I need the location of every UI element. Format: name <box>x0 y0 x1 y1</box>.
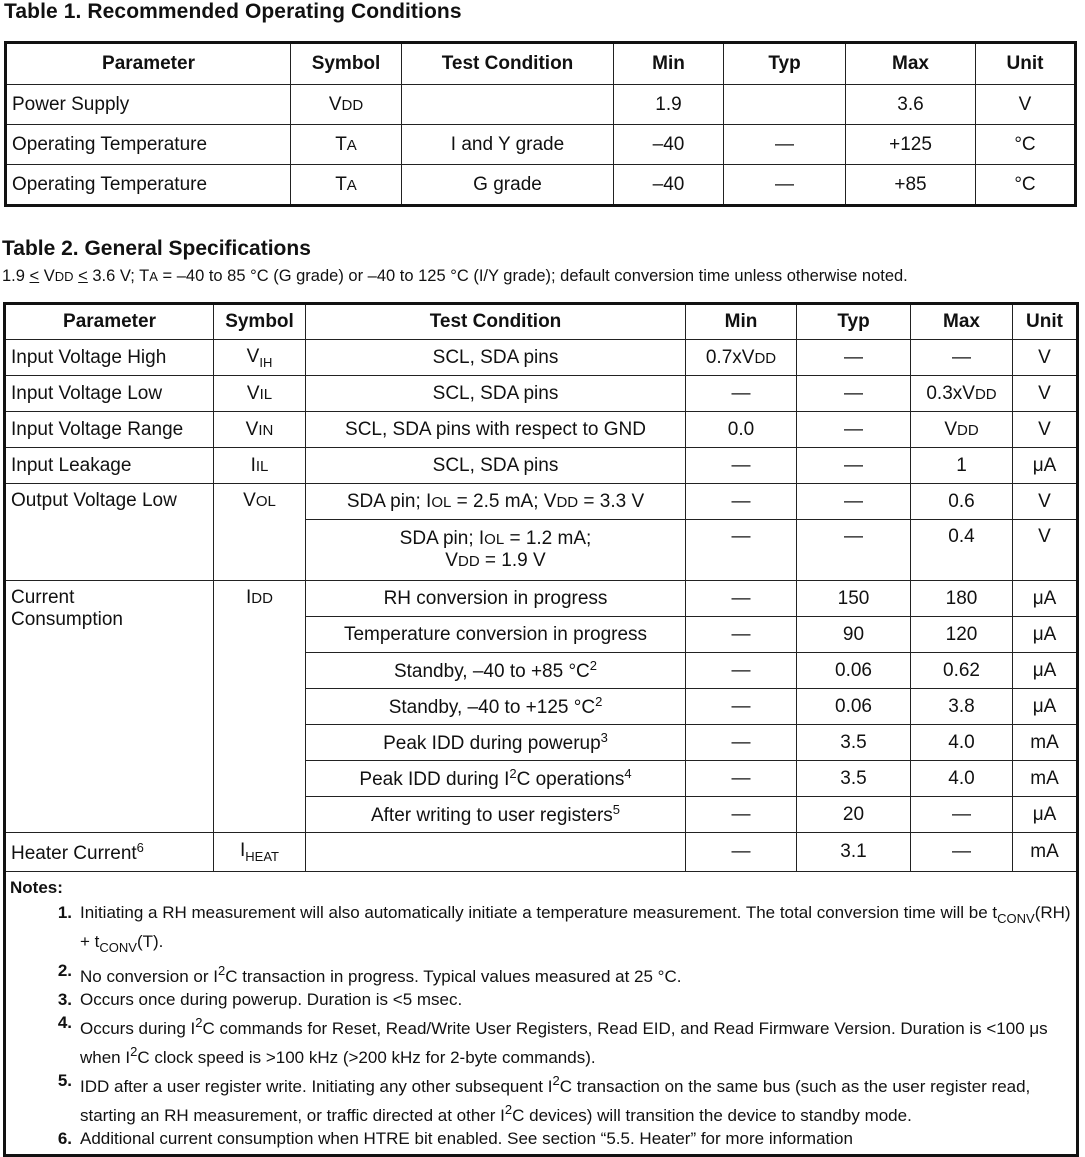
note-3: 3. Occurs once during powerup. Duration is <5 msec. <box>57 990 463 1009</box>
table1-header-row <box>6 43 1076 85</box>
cell-unit: μA <box>1013 448 1078 484</box>
header-max: Max <box>846 43 976 85</box>
cell-parameter: Operating Temperature <box>6 125 291 165</box>
cell-min: — <box>686 833 797 872</box>
cell-min: –40 <box>614 125 724 165</box>
table1-title: Table 1. Recommended Operating Conditions <box>4 0 462 23</box>
cell-parameter: Operating Temperature <box>6 165 291 206</box>
cell-parameter: Power Supply <box>6 85 291 125</box>
cell-max: 4.0 <box>911 761 1013 797</box>
table-row <box>5 833 1078 872</box>
cell-min: — <box>686 653 797 689</box>
cell-test: Standby, –40 to +125 $^\circ C^2$ <box>306 689 686 725</box>
notes <box>5 872 1078 1156</box>
cell-symbol: TA <box>291 165 402 206</box>
cell-typ: — <box>724 125 846 165</box>
table2-header-row <box>5 304 1078 340</box>
cell-max: 0.3xVDD <box>911 376 1013 412</box>
cell-test: RH conversion in progress <box>306 581 686 617</box>
cell-typ: 20 <box>797 797 911 833</box>
cell-unit: μA <box>1013 581 1078 617</box>
cell-typ: — <box>797 448 911 484</box>
cell-min: — <box>686 448 797 484</box>
note-2: 2. No conversion or $I^2C$ transaction in progress. Typical values measured at 25 °C. <box>57 961 682 986</box>
header-symbol: Symbol <box>291 43 402 85</box>
cell-typ: 3.1 <box>797 833 911 872</box>
cell-unit: mA <box>1013 725 1078 761</box>
cell-unit: V <box>1013 484 1078 520</box>
header-test: Test Condition <box>402 43 614 85</box>
cell-max: 0.4 <box>911 520 1013 581</box>
header-unit: Unit <box>976 43 1076 85</box>
cell-max: 180 <box>911 581 1013 617</box>
cell-max: 0.62 <box>911 653 1013 689</box>
cell-max: — <box>911 340 1013 376</box>
cell-min: — <box>686 484 797 520</box>
cell-typ: 0.06 <box>797 689 911 725</box>
cell-typ: — <box>797 376 911 412</box>
table-row <box>6 125 1076 165</box>
cell-test: G grade <box>402 165 614 206</box>
cell-max: 120 <box>911 617 1013 653</box>
cell-test: SDA pin; IOL = 2.5 mA; VDD = 3.3 V <box>306 484 686 520</box>
cell-symbol: $V_{IH}$ <box>214 340 306 376</box>
cell-symbol: VIL <box>214 376 306 412</box>
cell-symbol: $I_{HEAT}$ <box>214 833 306 872</box>
cell-max: +85 <box>846 165 976 206</box>
note-1: 1. Initiating a RH measurement will also automatically initiate a temperature measurement. The total conversion time will be $t_{CONV}(RH) + t_{CONV}(T)$. <box>57 903 1071 955</box>
cell-unit: V <box>1013 520 1078 581</box>
header-parameter: Parameter <box>6 43 291 85</box>
table-row <box>5 484 1078 520</box>
note-5: 5. IDD after a user register write. Initiating any other subsequent $I^2C$ transaction on the same bus (such as the user register read, starting an RH measurement, or traffic directed at other $I^2C$ devices) will transition the device to standby mode. <box>57 1071 1031 1125</box>
cell-min: — <box>686 581 797 617</box>
cell-unit: μA <box>1013 617 1078 653</box>
cell-min: — <box>686 797 797 833</box>
table-row <box>5 448 1078 484</box>
cell-test <box>306 833 686 872</box>
cell-symbol: TA <box>291 125 402 165</box>
header-min: Min <box>686 304 797 340</box>
table-row <box>6 165 1076 206</box>
header-parameter: Parameter <box>5 304 214 340</box>
cell-parameter: Input Leakage <box>5 448 214 484</box>
cell-unit: V <box>1013 376 1078 412</box>
header-symbol: Symbol <box>214 304 306 340</box>
cell-parameter: Input Voltage Range <box>5 412 214 448</box>
cell-test <box>402 85 614 125</box>
cell-unit: μA <box>1013 653 1078 689</box>
cell-typ: — <box>724 165 846 206</box>
cell-test: SDA pin; IOL = 1.2 mA; VDD = 1.9 V <box>306 520 686 581</box>
cell-typ: — <box>797 340 911 376</box>
cell-typ: 3.5 <box>797 725 911 761</box>
cell-min: — <box>686 725 797 761</box>
table-row <box>5 376 1078 412</box>
cell-min: 1.9 <box>614 85 724 125</box>
cell-test: Temperature conversion in progress <box>306 617 686 653</box>
cell-test: Peak IDD during powerup$^3$ <box>306 725 686 761</box>
note-6: 6. Additional current consumption when HTRE bit enabled. See section “5.5. Heater” for more information <box>57 1129 853 1148</box>
cell-symbol: IIL <box>214 448 306 484</box>
cell-unit: μA <box>1013 689 1078 725</box>
cell-max: 3.8 <box>911 689 1013 725</box>
cell-test: SCL, SDA pins <box>306 376 686 412</box>
cell-min: — <box>686 376 797 412</box>
cell-unit: °C <box>976 165 1076 206</box>
cell-max: +125 <box>846 125 976 165</box>
cell-min: — <box>686 761 797 797</box>
table-row <box>6 85 1076 125</box>
cell-typ: 150 <box>797 581 911 617</box>
cell-unit: V <box>976 85 1076 125</box>
table2-subtitle: 1.9 < VDD < 3.6 V; TA = –40 to 85 °C (G grade) or –40 to 125 °C (I/Y grade); default conversion time unless otherwise noted. <box>2 267 908 285</box>
cell-unit: °C <box>976 125 1076 165</box>
cell-max: 3.6 <box>846 85 976 125</box>
table-row <box>5 581 1078 617</box>
cell-symbol: VOL <box>214 484 306 581</box>
cell-typ: 0.06 <box>797 653 911 689</box>
cell-test: SCL, SDA pins with respect to GND <box>306 412 686 448</box>
cell-typ: — <box>797 412 911 448</box>
cell-min: 0.7xVDD <box>686 340 797 376</box>
table-row <box>5 412 1078 448</box>
cell-parameter: Output Voltage Low <box>5 484 214 581</box>
cell-max: VDD <box>911 412 1013 448</box>
cell-typ: 3.5 <box>797 761 911 797</box>
cell-test: SCL, SDA pins <box>306 340 686 376</box>
cell-unit: V <box>1013 412 1078 448</box>
notes-title: Notes: <box>10 878 63 897</box>
cell-parameter: Input Voltage High <box>5 340 214 376</box>
header-unit: Unit <box>1013 304 1078 340</box>
cell-max: 4.0 <box>911 725 1013 761</box>
cell-min: –40 <box>614 165 724 206</box>
cell-typ: — <box>797 520 911 581</box>
cell-max: 0.6 <box>911 484 1013 520</box>
cell-min: — <box>686 617 797 653</box>
cell-parameter: Current Consumption <box>5 581 214 833</box>
table-row <box>5 340 1078 376</box>
cell-typ: — <box>797 484 911 520</box>
cell-max: — <box>911 833 1013 872</box>
table2 <box>3 302 1079 1157</box>
notes-row <box>5 872 1078 1156</box>
cell-symbol: VIN <box>214 412 306 448</box>
cell-test: Standby, –40 to +85 $^\circ C^2$ <box>306 653 686 689</box>
header-min: Min <box>614 43 724 85</box>
cell-min: — <box>686 689 797 725</box>
note-4: 4. Occurs during $I^2C$ commands for Reset, Read/Write User Registers, Read EID, and Read Firmware Version. Duration is <100 μs when $I^2C$ clock speed is >100 kHz (>200 kHz for 2-byte commands). <box>57 1013 1048 1067</box>
cell-min: 0.0 <box>686 412 797 448</box>
cell-unit: μA <box>1013 797 1078 833</box>
header-typ: Typ <box>797 304 911 340</box>
cell-test: I and Y grade <box>402 125 614 165</box>
table2-title: Table 2. General Specifications <box>2 237 311 260</box>
cell-test: Peak IDD during $I^2C$ operations$^4$ <box>306 761 686 797</box>
cell-unit: mA <box>1013 761 1078 797</box>
cell-max: — <box>911 797 1013 833</box>
cell-unit: V <box>1013 340 1078 376</box>
header-typ: Typ <box>724 43 846 85</box>
cell-parameter: Heater Current$^6$ <box>5 833 214 872</box>
cell-typ <box>724 85 846 125</box>
header-max: Max <box>911 304 1013 340</box>
cell-test: SCL, SDA pins <box>306 448 686 484</box>
table1 <box>4 41 1077 207</box>
cell-typ: 90 <box>797 617 911 653</box>
cell-symbol: VDD <box>291 85 402 125</box>
cell-parameter: Input Voltage Low <box>5 376 214 412</box>
cell-test: After writing to user registers$^5$ <box>306 797 686 833</box>
cell-symbol: IDD <box>214 581 306 833</box>
header-test: Test Condition <box>306 304 686 340</box>
cell-unit: mA <box>1013 833 1078 872</box>
cell-min: — <box>686 520 797 581</box>
cell-max: 1 <box>911 448 1013 484</box>
